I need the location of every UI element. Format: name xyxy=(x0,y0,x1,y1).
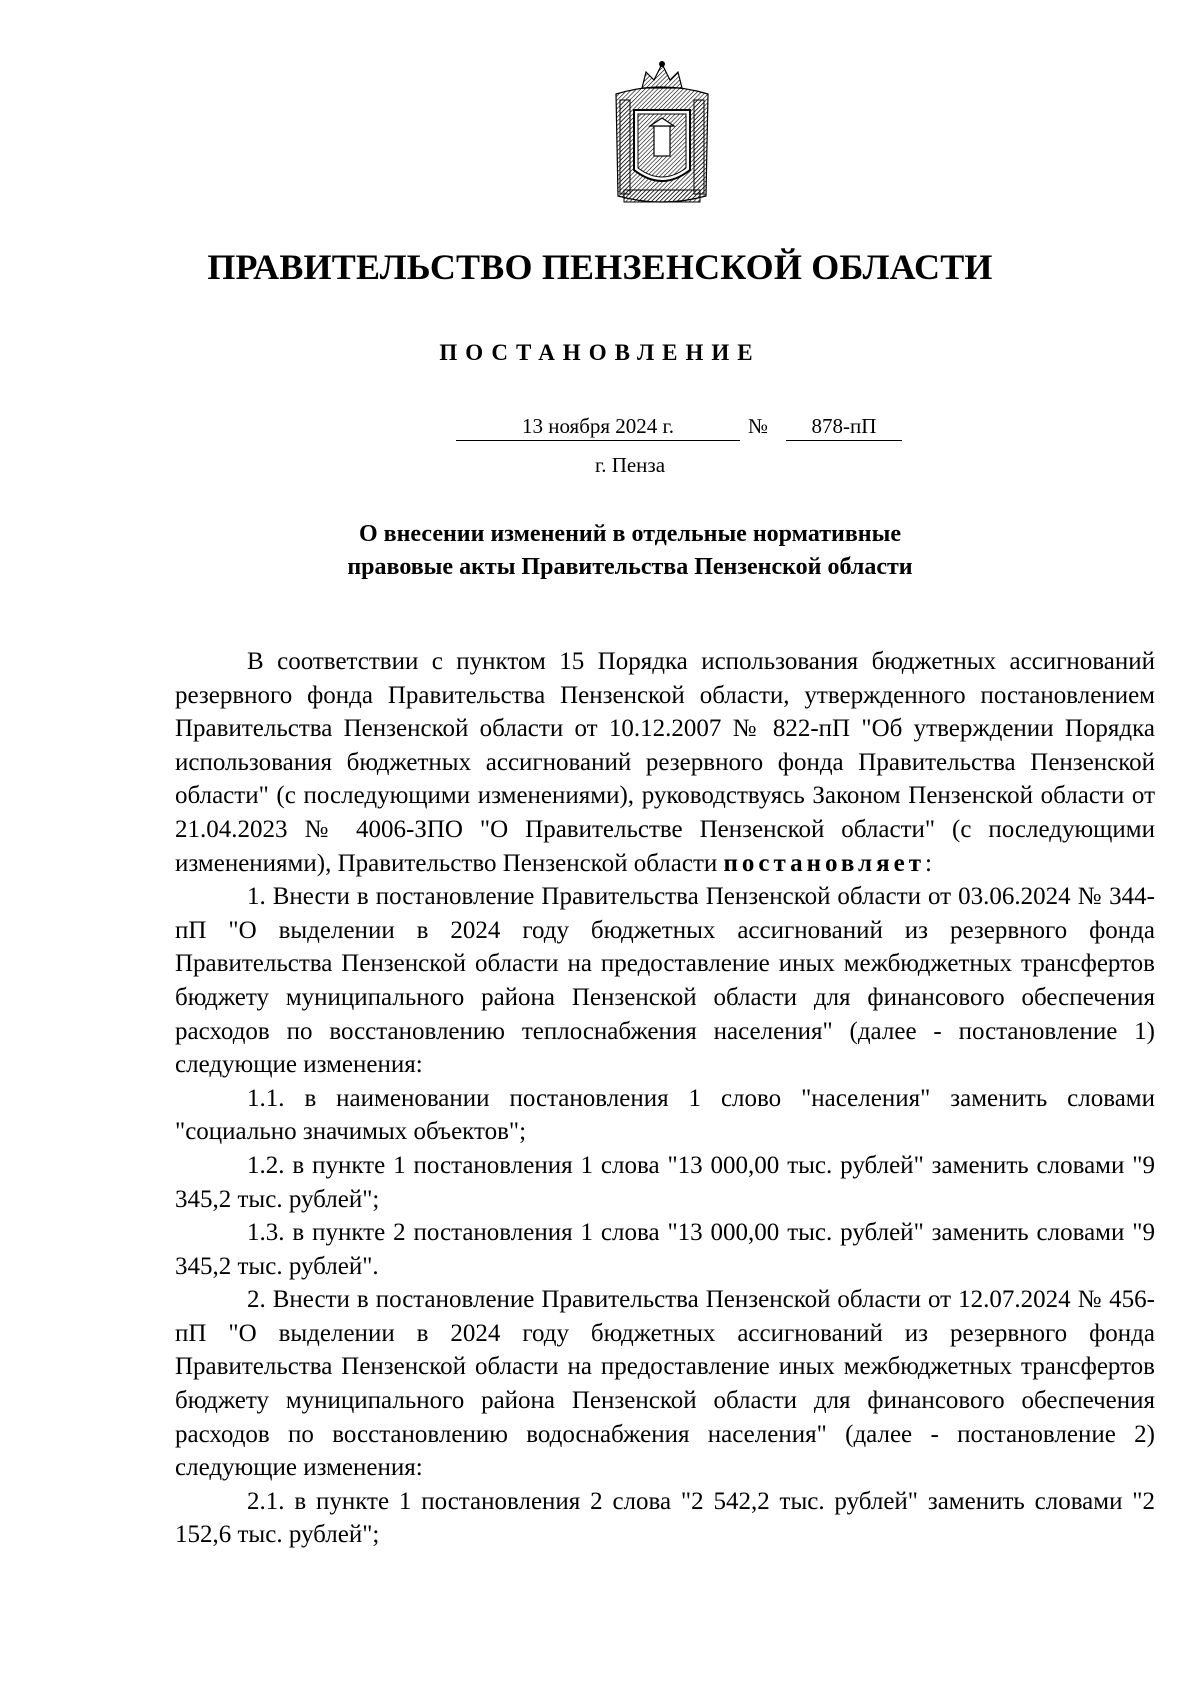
document-body xyxy=(175,645,1155,1552)
subject-line-1: О внесении изменений в отдельные нормативные xyxy=(358,521,902,547)
decree-colon: : xyxy=(924,849,932,877)
paragraph-1-3: 1.3. в пункте 2 постановления 1 слова "13 000,00 тыс. рублей" заменить словами "9 345,2 тыс. рублей". xyxy=(175,1219,1155,1280)
preamble-text: В соответствии с пунктом 15 Порядка использования бюджетных ассигнований резервного фонда Правительства Пензенской области, утвержденного постановлением Правительства Пензенской области от 10.12.2007 № 822-пП "Об утверждении Порядка использования бюджетных ассигнований резервного фонда Правительства Пензенской области" (с последующими изменениями), руководствуясь Законом Пензенской области от 21.04.2023 № 4006-ЗПО "О Правительстве Пензенской области" (с последующими изменениями), Правительство Пензенской области xyxy=(175,648,1155,877)
government-title: ПРАВИТЕЛЬСТВО ПЕНЗЕНСКОЙ ОБЛАСТИ xyxy=(207,247,993,287)
paragraph-1: 1. Внести в постановление Правительства Пензенской области от 03.06.2024 № 344-пП "О выделении в 2024 году бюджетных ассигнований из резервного фонда Правительства Пензенской области на предоставление иных межбюджетных трансфертов бюджету муниципального района Пензенской области для финансового обеспечения расходов по восстановлению теплоснабжения населения" (далее - постановление 1) следующие изменения: xyxy=(175,883,1155,1079)
paragraph-1-1: 1.1. в наименовании постановления 1 слово "населения" заменить словами "социально значимых объектов"; xyxy=(175,1084,1155,1146)
number-sign: № xyxy=(748,414,769,438)
document-type: ПОСТАНОВЛЕНИЕ xyxy=(439,340,761,365)
paragraph-2: 2. Внести в постановление Правительства Пензенской области от 12.07.2024 № 456-пП "О выделении в 2024 году бюджетных ассигнований из резервного фонда Правительства Пензенской области на предоставление иных межбюджетных трансфертов бюджету муниципального района Пензенской области для финансового обеспечения расходов по восстановлению водоснабжения населения" (далее - постановление 2) следующие изменения: xyxy=(175,1286,1155,1482)
subject-line-2: правовые акты Правительства Пензенской области xyxy=(347,554,913,580)
document-subject xyxy=(0,518,1200,584)
coat-of-arms-emblem xyxy=(610,60,714,208)
city-name: г. Пенза xyxy=(594,453,666,477)
paragraph-2-1: 2.1. в пункте 1 постановления 2 слова "2 542,2 тыс. рублей" заменить словами "2 152,6 тыс. рублей"; xyxy=(175,1487,1155,1549)
document-number: 878-пП xyxy=(786,412,902,441)
paragraph-1-2: 1.2. в пункте 1 постановления 1 слова "13 000,00 тыс. рублей" заменить словами "9 345,2 тыс. рублей"; xyxy=(175,1151,1155,1213)
document-date: 13 ноября 2024 г. xyxy=(456,412,740,441)
preamble-paragraph xyxy=(175,645,1155,880)
date-number-line xyxy=(0,412,1200,444)
decree-word: постановляет xyxy=(723,849,925,877)
